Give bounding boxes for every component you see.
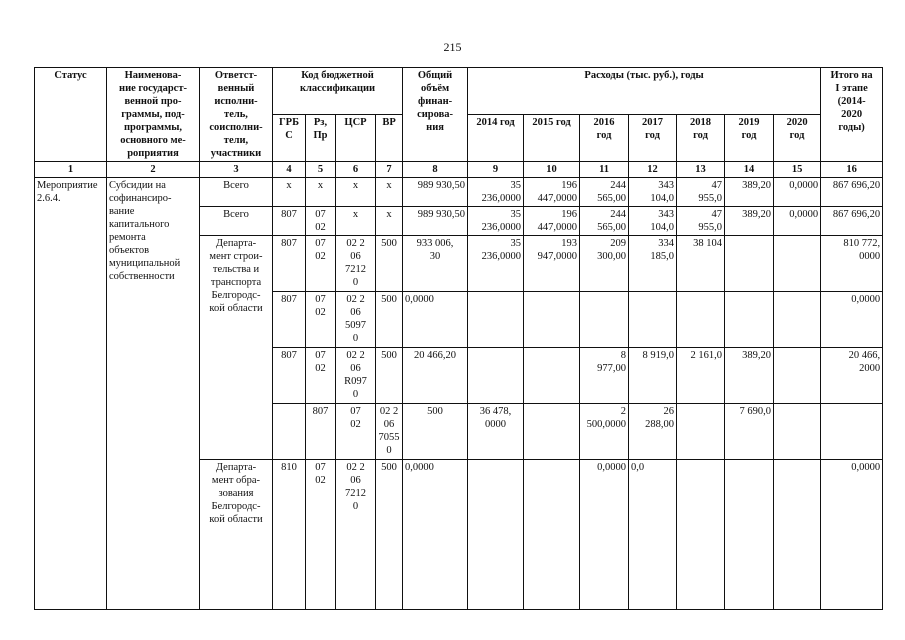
stage-total-cell: 867 696,20 <box>821 207 883 236</box>
column-number: 7 <box>376 162 403 178</box>
grbs-cell: х <box>273 178 306 207</box>
total-cell: 36 478, 0000 <box>468 404 524 460</box>
name-cell: Субсидии на софинансиро- вание капитального ремонта объектов муниципальной собственности <box>107 178 200 610</box>
y2017-cell: 0,0 <box>629 460 677 610</box>
y2018-cell: 47 955,0 <box>677 207 725 236</box>
y2018-cell: 2 161,0 <box>677 348 725 404</box>
total-cell: 20 466,20 <box>403 348 468 404</box>
y2020-cell <box>774 460 821 610</box>
status-cell: Мероприятие 2.6.4. <box>35 178 107 610</box>
budget-table <box>34 67 883 610</box>
grbs-cell: 807 <box>273 207 306 236</box>
y2016-cell: 209 300,00 <box>580 236 629 292</box>
y2019-cell: 389,20 <box>725 348 774 404</box>
column-number: 14 <box>725 162 774 178</box>
rzpr-cell: х <box>306 178 336 207</box>
grbs-cell: 807 <box>306 404 336 460</box>
y2015-cell: 196 447,0000 <box>524 207 580 236</box>
responsible-cell: Департа- мент обра- зования Белгородс- кой области <box>200 460 273 610</box>
responsible-cell: Департа- мент строи- тельства и транспорта Белгородс- кой области <box>200 236 273 460</box>
y2017-cell: 8 919,0 <box>629 348 677 404</box>
vr-cell: 500 <box>376 460 403 610</box>
vr-cell: 500 <box>376 236 403 292</box>
csr-cell: 02 2 06 7212 0 <box>336 460 376 610</box>
header-stage-total: Итого на I этапе (2014- 2020 годы) <box>821 68 883 162</box>
header-vr: ВР <box>376 115 403 162</box>
header-expenses: Расходы (тыс. руб.), годы <box>468 68 821 115</box>
y2014-cell <box>524 404 580 460</box>
header-budget-code: Код бюджетной классификации <box>273 68 403 115</box>
y2014-cell: 35 236,0000 <box>468 207 524 236</box>
page-number: 215 <box>443 40 462 54</box>
y2015-cell <box>524 348 580 404</box>
column-number: 15 <box>774 162 821 178</box>
y2014-cell <box>468 348 524 404</box>
stage-total-cell: 810 772, 0000 <box>821 236 883 292</box>
header-2015: 2015 год <box>524 115 580 162</box>
y2019-cell: 389,20 <box>725 178 774 207</box>
y2016-cell <box>580 292 629 348</box>
column-number: 16 <box>821 162 883 178</box>
header-csr: ЦСР <box>336 115 376 162</box>
y2019-cell <box>725 460 774 610</box>
y2019-cell <box>725 236 774 292</box>
y2017-cell <box>677 404 725 460</box>
stage-total-cell: 20 466, 2000 <box>821 348 883 404</box>
total-cell: 0,0000 <box>403 460 468 610</box>
header-responsible: Ответст- венный исполни- тель, соисполни- тели, участники <box>200 68 273 162</box>
y2020-cell: 0,0000 <box>774 178 821 207</box>
vr-cell: х <box>376 178 403 207</box>
total-cell: 0,0000 <box>403 292 468 348</box>
y2020-cell <box>774 348 821 404</box>
header-2020: 2020 год <box>774 115 821 162</box>
y2015-cell: 196 447,0000 <box>524 178 580 207</box>
y2018-cell: 47 955,0 <box>677 178 725 207</box>
y2015-cell: 193 947,0000 <box>524 236 580 292</box>
column-number: 3 <box>200 162 273 178</box>
column-number: 1 <box>35 162 107 178</box>
table-row <box>35 178 883 207</box>
column-number: 12 <box>629 162 677 178</box>
total-cell: 989 930,50 <box>403 207 468 236</box>
stage-total-cell: 0,0000 <box>821 292 883 348</box>
y2019-cell: 389,20 <box>725 207 774 236</box>
column-number: 11 <box>580 162 629 178</box>
header-name: Наименова- ние государст- венной про- граммы, под- программы, основного ме- роприятия <box>107 68 200 162</box>
y2016-cell: 26 288,00 <box>629 404 677 460</box>
csr-cell: 02 2 06 7055 0 <box>376 404 403 460</box>
rzpr-cell: 07 02 <box>306 348 336 404</box>
header-status: Статус <box>35 68 107 162</box>
header-2018: 2018 год <box>677 115 725 162</box>
header-2016: 2016 год <box>580 115 629 162</box>
header-rzpr: Рз, Пр <box>306 115 336 162</box>
column-number: 9 <box>468 162 524 178</box>
responsible-cell: Всего <box>200 178 273 207</box>
grbs-cell: 807 <box>273 348 306 404</box>
responsible-cell: Всего <box>200 207 273 236</box>
y2017-cell <box>629 292 677 348</box>
y2020-cell: 0,0000 <box>774 207 821 236</box>
y2015-cell: 2 500,0000 <box>580 404 629 460</box>
rzpr-cell: 07 02 <box>306 460 336 610</box>
column-number: 6 <box>336 162 376 178</box>
vr-cell: 500 <box>376 348 403 404</box>
y2017-cell: 334 185,0 <box>629 236 677 292</box>
y2020-cell <box>774 292 821 348</box>
y2016-cell: 8 977,00 <box>580 348 629 404</box>
y2019-cell <box>774 404 821 460</box>
csr-cell: 02 2 06 5097 0 <box>336 292 376 348</box>
vr-cell: х <box>376 207 403 236</box>
y2016-cell: 244 565,00 <box>580 207 629 236</box>
header-2019: 2019 год <box>725 115 774 162</box>
y2014-cell <box>468 460 524 610</box>
column-number: 5 <box>306 162 336 178</box>
header-grbs: ГРБ С <box>273 115 306 162</box>
y2014-cell: 35 236,0000 <box>468 178 524 207</box>
y2017-cell: 343 104,0 <box>629 178 677 207</box>
total-cell: 989 930,50 <box>403 178 468 207</box>
csr-cell: 02 2 06 7212 0 <box>336 236 376 292</box>
rzpr-cell: 07 02 <box>306 292 336 348</box>
y2018-cell <box>677 292 725 348</box>
vr-cell: 500 <box>376 292 403 348</box>
header-2014: 2014 год <box>468 115 524 162</box>
y2014-cell: 35 236,0000 <box>468 236 524 292</box>
y2020-cell <box>774 236 821 292</box>
rzpr-cell: 07 02 <box>306 207 336 236</box>
csr-cell: 02 2 06 R097 0 <box>336 348 376 404</box>
y2016-cell: 0,0000 <box>580 460 629 610</box>
column-number-row <box>35 162 883 178</box>
y2018-cell: 7 690,0 <box>725 404 774 460</box>
header-row <box>35 68 883 115</box>
y2015-cell <box>524 292 580 348</box>
vr-cell: 500 <box>403 404 468 460</box>
y2019-cell <box>725 292 774 348</box>
header-total: Общий объём финан- сирова- ния <box>403 68 468 162</box>
csr-cell: х <box>336 178 376 207</box>
column-number: 10 <box>524 162 580 178</box>
csr-cell: х <box>336 207 376 236</box>
rzpr-cell: 07 02 <box>306 236 336 292</box>
stage-total-cell: 0,0000 <box>821 460 883 610</box>
column-number: 13 <box>677 162 725 178</box>
y2017-cell: 343 104,0 <box>629 207 677 236</box>
responsible-cell <box>273 404 306 460</box>
grbs-cell: 810 <box>273 460 306 610</box>
y2016-cell: 244 565,00 <box>580 178 629 207</box>
grbs-cell: 807 <box>273 292 306 348</box>
column-number: 8 <box>403 162 468 178</box>
y2020-cell <box>821 404 883 460</box>
column-number: 2 <box>107 162 200 178</box>
y2015-cell <box>524 460 580 610</box>
total-cell: 933 006, 30 <box>403 236 468 292</box>
header-2017: 2017 год <box>629 115 677 162</box>
y2018-cell <box>677 460 725 610</box>
stage-total-cell: 867 696,20 <box>821 178 883 207</box>
rzpr-cell: 07 02 <box>336 404 376 460</box>
column-number: 4 <box>273 162 306 178</box>
grbs-cell: 807 <box>273 236 306 292</box>
y2018-cell: 38 104 <box>677 236 725 292</box>
y2014-cell <box>468 292 524 348</box>
